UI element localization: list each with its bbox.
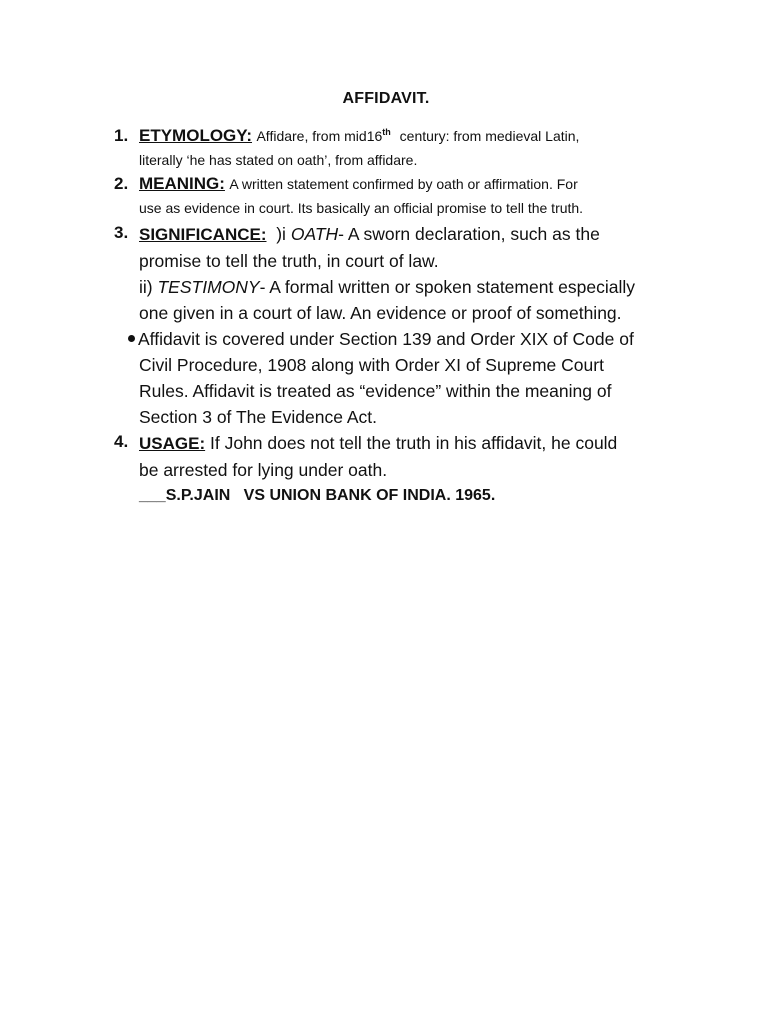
testimony-definition: - A formal written or spoken statement especially [259,277,636,297]
usage-line-1 [139,430,694,457]
meaning-text: A written statement confirmed by oath or affirmation. For [229,176,578,192]
usage-line-2: be arrested for lying under oath. [139,460,388,480]
item-number: 3. [114,223,129,242]
usage-text: If John does not tell the truth in his affidavit, he could [210,433,618,453]
bullet-line-3: Rules. Affidavit is treated as “evidence” within the meaning of [139,381,612,401]
etymology-line-1 [139,124,694,149]
meaning-heading: MEANING: [139,174,225,193]
usage-heading: USAGE: [139,434,206,453]
significance-line-3 [139,274,694,300]
case-citation: ___S.P.JAIN VS UNION BANK OF INDIA. 1965. [139,487,496,504]
meaning-line-1 [139,172,694,197]
etymology-line-2: literally ‘he has stated on oath’, from affidare. [139,152,418,168]
numbered-list [114,124,694,509]
significance-line-4: one given in a court of law. An evidence or proof of something. [139,303,622,323]
significance-heading: SIGNIFICANCE: [139,225,267,244]
bullet-line-4: Section 3 of The Evidence Act. [139,407,378,427]
document-title: AFFIDAVIT. [342,90,430,107]
meaning-line-2: use as evidence in court. Its basically an official promise to tell the truth. [139,200,584,216]
bullet-line-2: Civil Procedure, 1908 along with Order XI of Supreme Court [139,355,604,375]
etymology-text-b: century: from medieval Latin, [399,128,580,144]
list-item-meaning [114,172,694,220]
bullet-line-1: Affidavit is covered under Section 139 and Order XIX of Code of [138,329,634,349]
significance-line-2: promise to tell the truth, in court of law. [139,251,439,271]
oath-definition: - A sworn declaration, such as the [338,224,600,244]
list-item-usage [114,430,694,509]
significance-prefix-2: ii) [139,277,153,297]
item-number: 4. [114,432,129,451]
testimony-term: TESTIMONY [157,277,260,297]
bullet-paragraph [139,326,694,430]
etymology-superscript: th [382,127,391,137]
significance-prefix-1: )i [276,224,286,244]
item-number: 2. [114,174,129,193]
significance-line-1 [139,221,694,248]
etymology-text-a: Affidare, from mid16 [256,128,383,144]
oath-term: OATH [290,224,339,244]
list-item-significance [114,221,694,430]
etymology-heading: ETYMOLOGY: [139,126,253,145]
list-item-etymology [114,124,694,172]
item-number: 1. [114,126,129,145]
bullet-icon [128,335,135,342]
